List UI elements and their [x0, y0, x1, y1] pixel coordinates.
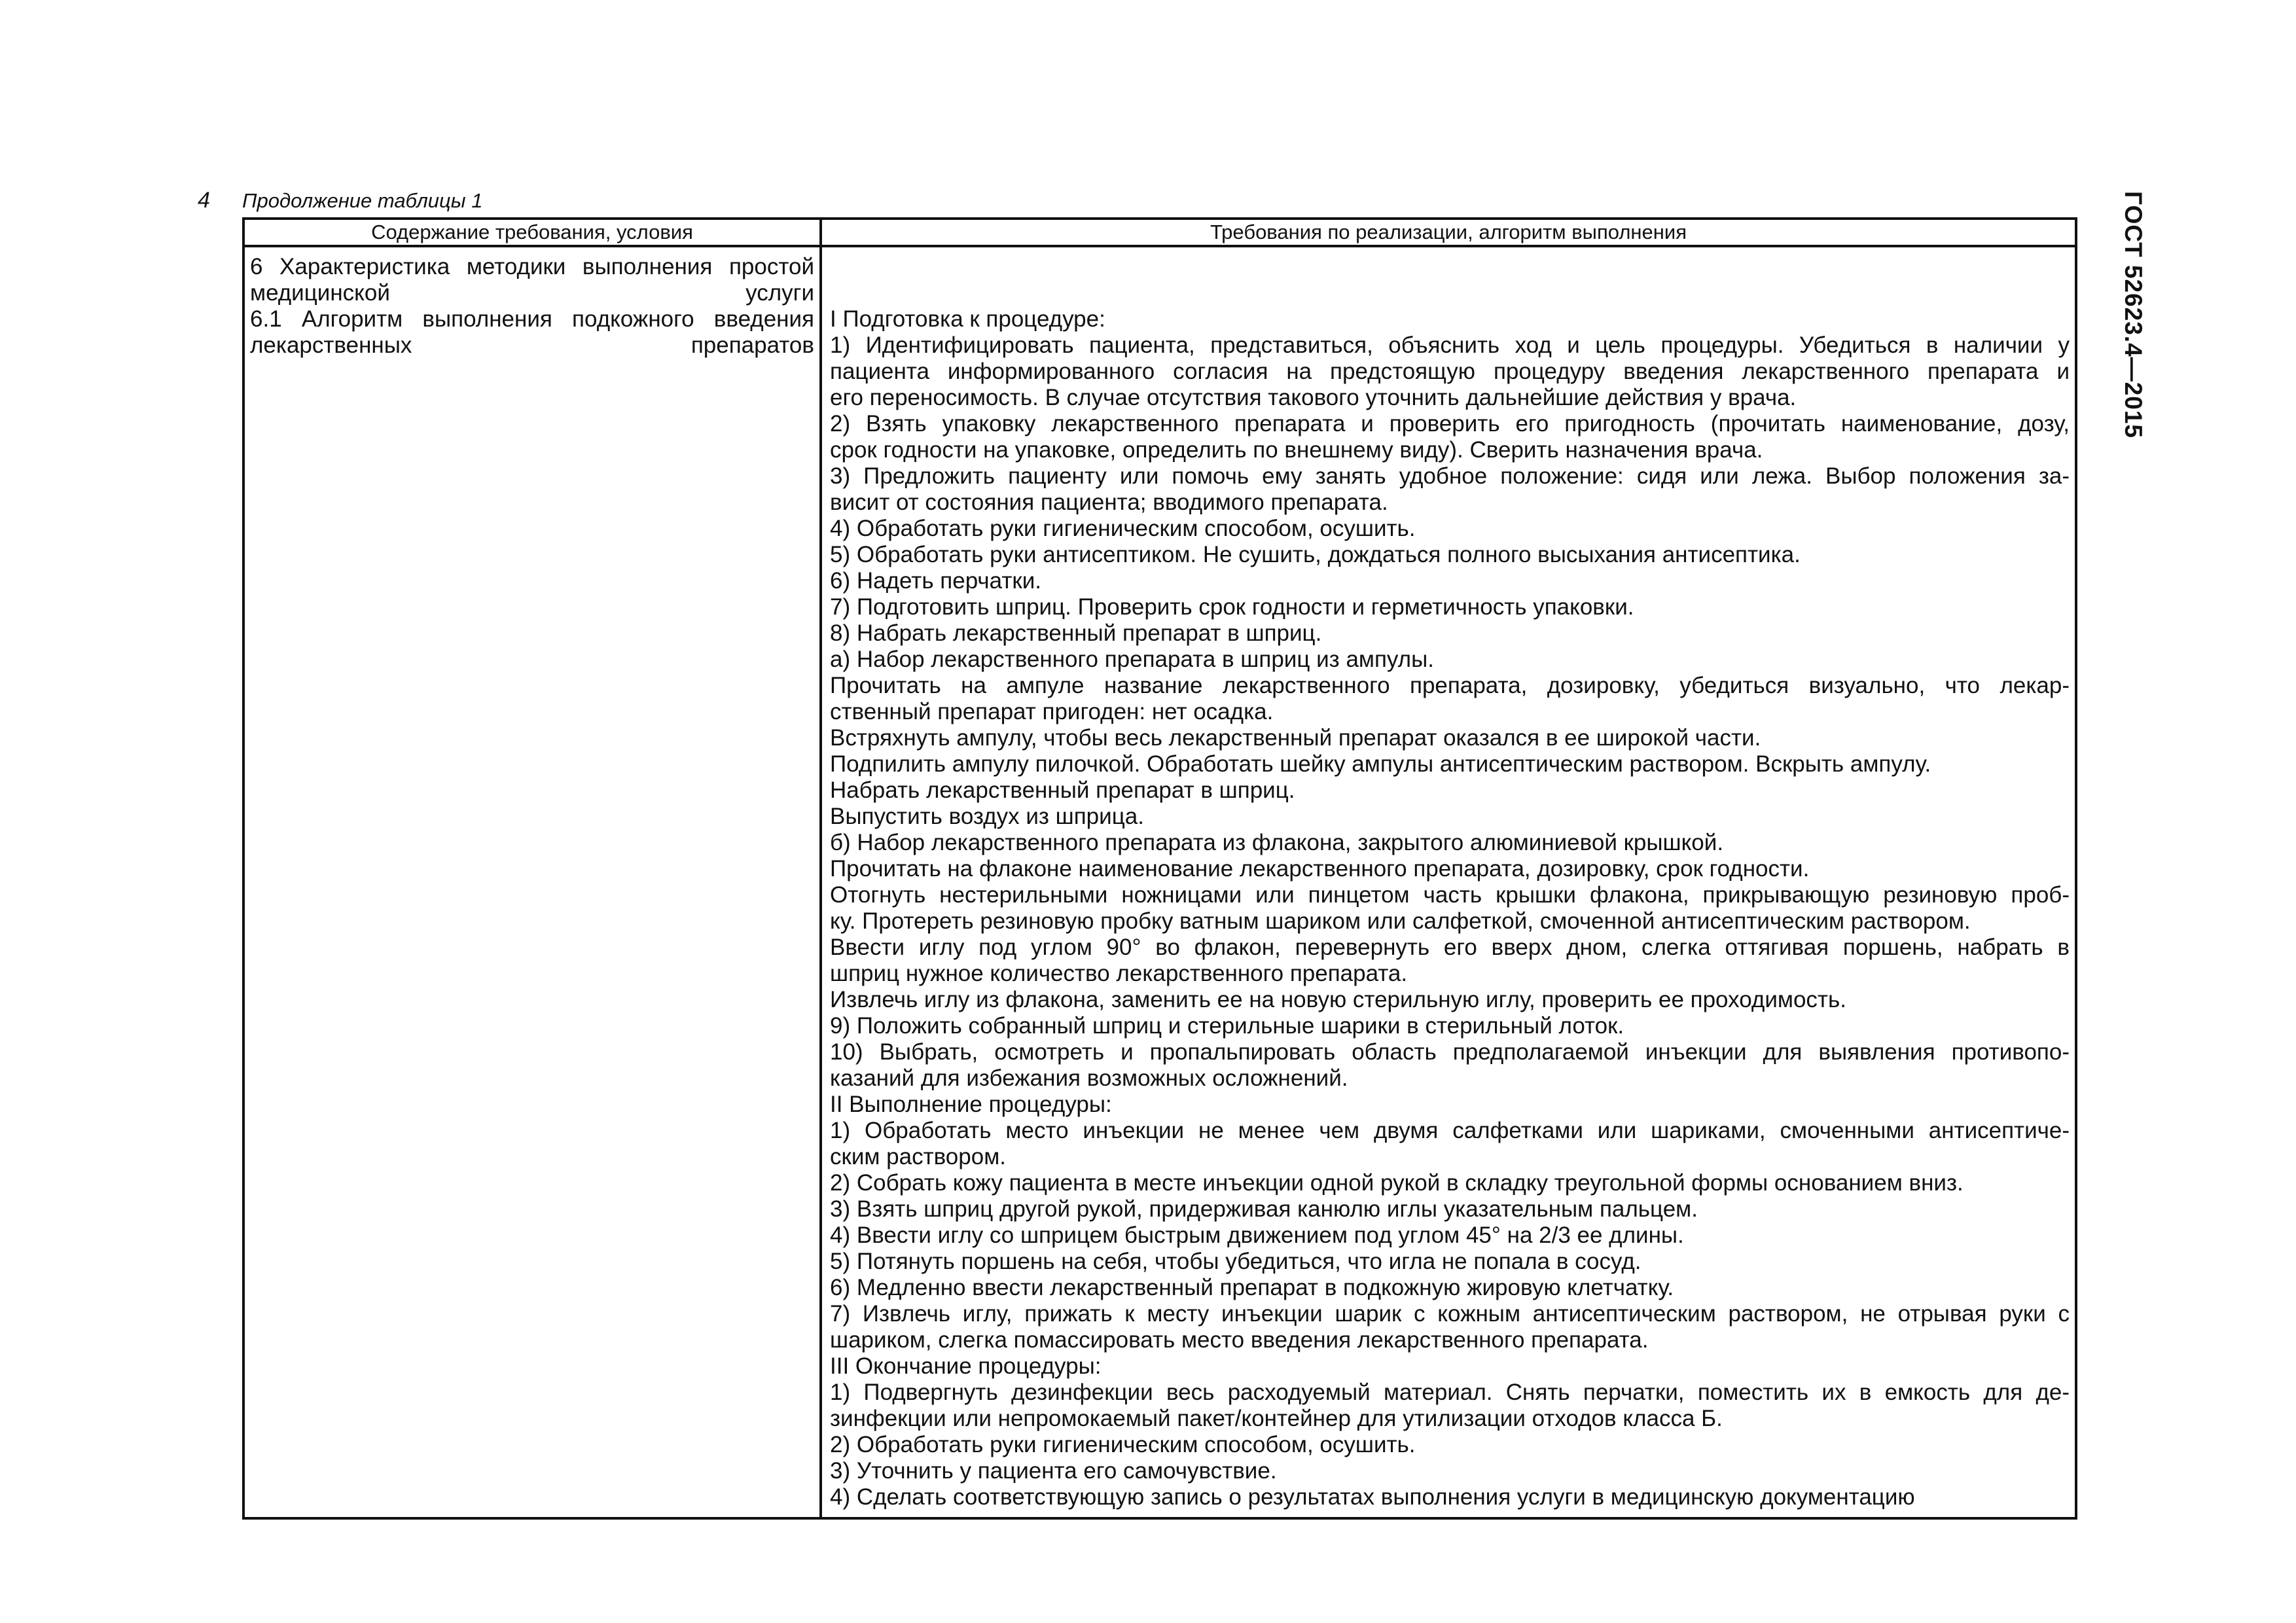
algorithm-line: 8) Набрать лекарственный препарат в шприц. — [830, 620, 1322, 646]
algorithm-line: 4) Обработать руки гигиеническим способом, осушить. — [830, 516, 1416, 541]
algorithm-line: 4) Сделать соответствующую запись о результатах выполнения услуги в медицинскую документацию — [830, 1484, 1915, 1510]
algorithm-line: ским раствором. — [830, 1144, 1006, 1169]
algorithm-line: ственный препарат пригоден: нет осадка. — [830, 699, 1274, 724]
algorithm-line: Отогнуть нестерильными ножницами или пинцетом часть крышки флакона, прикрывающую резиновую проб- — [830, 882, 2070, 908]
standard-code: ГОСТ 52623.4—2015 — [2120, 191, 2147, 439]
algorithm-line: б) Набор лекарственного препарата из флакона, закрытого алюминиевой крышкой. — [830, 830, 1724, 855]
algorithm-line: 4) Ввести иглу со шприцем быстрым движением под углом 45° на 2/3 ее длины. — [830, 1222, 1684, 1248]
algorithm-line: Подпилить ампулу пилочкой. Обработать шейку ампулы антисептическим раствором. Вскрыть ампулу. — [830, 751, 1931, 777]
table-header-row — [243, 219, 2076, 246]
requirement-line: медицинской услуги — [250, 280, 814, 306]
algorithm-line: 1) Идентифицировать пациента, представиться, объяснить ход и цель процедуры. Убедиться в наличии у — [830, 332, 2070, 358]
algorithm-line: 7) Извлечь иглу, прижать к месту инъекции шарик с кожным антисептическим раствором, не отрывая руки с — [830, 1301, 2070, 1327]
table-row — [243, 246, 2076, 1518]
algorithm-line: ку. Протереть резиновую пробку ватным шариком или салфеткой, смоченной антисептическим раствором. — [830, 908, 1971, 934]
algorithm-line: 2) Собрать кожу пациента в месте инъекции одной рукой в складку треугольной формы основанием вниз. — [830, 1170, 1964, 1196]
algorithm-line: пациента информированного согласия на предстоящую процедуру введения лекарственного препарата и — [830, 359, 2070, 384]
requirement-line: лекарственных препаратов — [250, 332, 814, 358]
algorithm-line: 7) Подготовить шприц. Проверить срок годности и герметичность упаковки. — [830, 594, 1634, 620]
algorithm-line: 3) Предложить пациенту или помочь ему занять удобное положение: сидя или лежа. Выбор положения за- — [830, 463, 2070, 489]
algorithm-line: 6) Надеть перчатки. — [830, 568, 1041, 594]
requirement-cell — [243, 246, 821, 1518]
algorithm-line: 1) Обработать место инъекции не менее чем двумя салфетками или шариками, смоченными антисептиче- — [830, 1118, 2070, 1143]
requirement-line: 6.1 Алгоритм выполнения подкожного введения — [250, 306, 814, 332]
algorithm-line: его переносимость. В случае отсутствия такового уточнить дальнейшие действия у врача. — [830, 385, 1797, 410]
algorithm-line: 9) Положить собранный шприц и стерильные шарики в стерильный лоток. — [830, 1013, 1624, 1039]
algorithm-line: срок годности на упаковке, определить по внешнему виду). Сверить назначения врача. — [830, 437, 1763, 463]
algorithm-line: а) Набор лекарственного препарата в шприц из ампулы. — [830, 647, 1434, 672]
requirements-table — [242, 217, 2077, 1520]
algorithm-line: 1) Подвергнуть дезинфекции весь расходуемый материал. Снять перчатки, поместить их в емкость для де- — [830, 1380, 2070, 1405]
algorithm-line: Извлечь иглу из флакона, заменить ее на новую стерильную иглу, проверить ее проходимость. — [830, 987, 1846, 1012]
algorithm-line: шариком, слегка помассировать место введения лекарственного препарата. — [830, 1327, 1649, 1353]
algorithm-line: зинфекции или непромокаемый пакет/контейнер для утилизации отходов класса Б. — [830, 1406, 1723, 1431]
algorithm-line: казаний для избежания возможных осложнений. — [830, 1065, 1348, 1091]
algorithm-line: 5) Потянуть поршень на себя, чтобы убедиться, что игла не попала в сосуд. — [830, 1249, 1641, 1274]
page-number: 4 — [198, 188, 210, 213]
algorithm-line: 2) Обработать руки гигиеническим способом, осушить. — [830, 1432, 1416, 1457]
algorithm-line: Прочитать на ампуле название лекарственного препарата, дозировку, убедиться визуально, что лекар- — [830, 673, 2070, 698]
header-implementation-algorithm: Требования по реализации, алгоритм выполнения — [821, 219, 2076, 246]
algorithm-line: I Подготовка к процедуре: — [830, 306, 1105, 332]
algorithm-cell — [821, 246, 2076, 1518]
algorithm-line: шприц нужное количество лекарственного препарата. — [830, 961, 1408, 986]
algorithm-line: Ввести иглу под углом 90° во флакон, перевернуть его вверх дном, слегка оттягивая поршень, набрать в — [830, 935, 2070, 960]
algorithm-line: 10) Выбрать, осмотреть и пропальпировать область предполагаемой инъекции для выявления противопо- — [830, 1039, 2070, 1065]
algorithm-line: Набрать лекарственный препарат в шприц. — [830, 777, 1295, 803]
algorithm-line: II Выполнение процедуры: — [830, 1092, 1112, 1117]
algorithm-line: 3) Взять шприц другой рукой, придерживая канюлю иглы указательным пальцем. — [830, 1196, 1698, 1222]
algorithm-line: 3) Уточнить у пациента его самочувствие. — [830, 1458, 1277, 1484]
algorithm-line: III Окончание процедуры: — [830, 1353, 1102, 1379]
algorithm-line: 2) Взять упаковку лекарственного препарата и проверить его пригодность (прочитать наименование, дозу, — [830, 411, 2070, 437]
header-requirement-content: Содержание требования, условия — [243, 219, 821, 246]
algorithm-line: 6) Медленно ввести лекарственный препарат в подкожную жировую клетчатку. — [830, 1275, 1674, 1300]
algorithm-line: Выпустить воздух из шприца. — [830, 804, 1144, 829]
algorithm-line: Встряхнуть ампулу, чтобы весь лекарственный препарат оказался в ее широкой части. — [830, 725, 1761, 751]
requirement-line: 6 Характеристика методики выполнения простой — [250, 254, 814, 279]
algorithm-line: Прочитать на флаконе наименование лекарственного препарата, дозировку, срок годности. — [830, 856, 1810, 882]
algorithm-line: висит от состояния пациента; вводимого препарата. — [830, 490, 1388, 515]
algorithm-line: 5) Обработать руки антисептиком. Не сушить, дождаться полного высыхания антисептика. — [830, 542, 1801, 567]
table-caption: Продолжение таблицы 1 — [242, 189, 483, 212]
